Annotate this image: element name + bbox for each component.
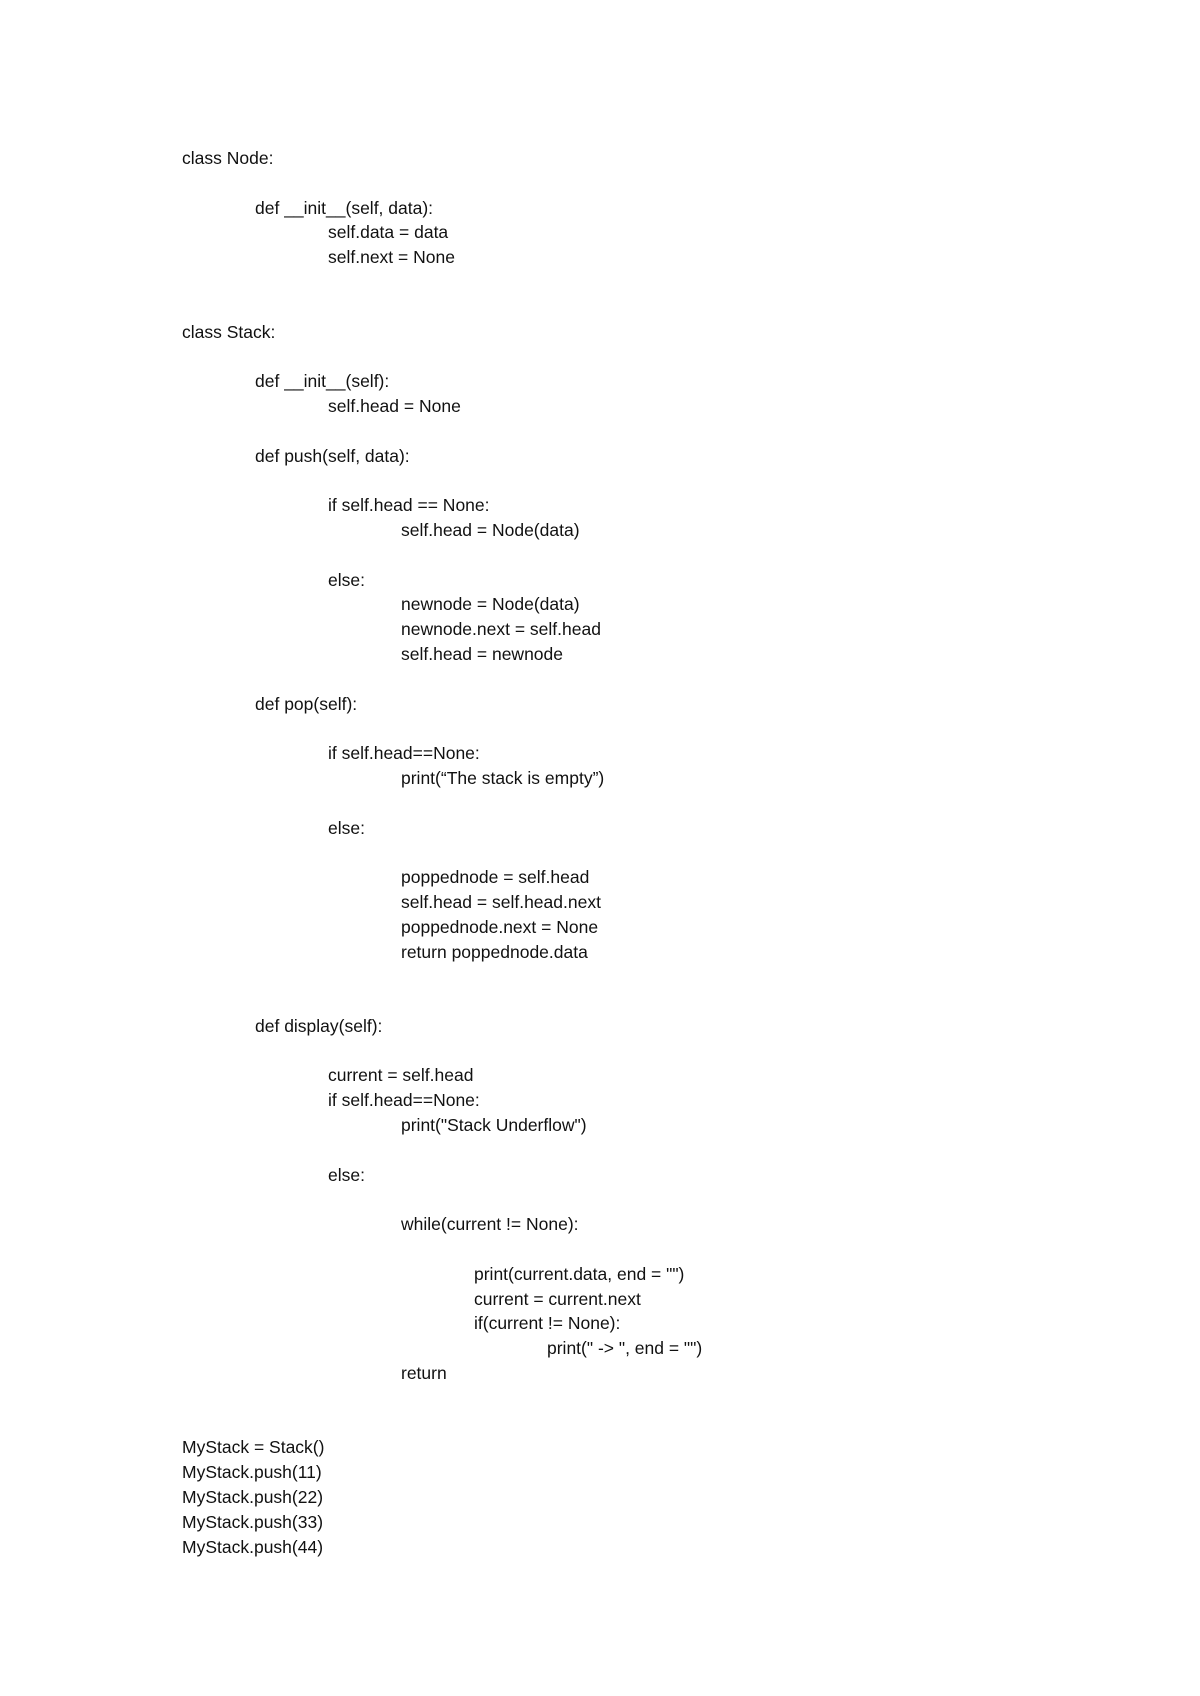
- code-line: current = current.next: [474, 1288, 641, 1309]
- code-line: while(current != None):: [401, 1214, 579, 1235]
- code-line: MyStack.push(44): [182, 1536, 324, 1557]
- blank-line: [182, 1138, 1142, 1163]
- code-line: self.head = self.head.next: [401, 891, 601, 912]
- code-line: current = self.head: [328, 1065, 474, 1086]
- blank-line: [182, 667, 1142, 692]
- code-line: return: [401, 1363, 447, 1384]
- code-line: poppednode.next = None: [401, 916, 599, 937]
- code-line: MyStack.push(22): [182, 1487, 324, 1508]
- blank-line: [182, 1237, 1142, 1262]
- code-line: print("Stack Underflow"): [401, 1115, 587, 1136]
- code-line: self.next = None: [328, 247, 455, 268]
- code-line: def pop(self):: [255, 693, 358, 714]
- blank-line: [182, 344, 1142, 369]
- code-line: if(current != None):: [474, 1313, 621, 1334]
- code-line: def __init__(self):: [255, 371, 390, 392]
- code-line: self.data = data: [328, 222, 449, 243]
- code-line: poppednode = self.head: [401, 867, 590, 888]
- code-line: self.head = Node(data): [401, 519, 580, 540]
- blank-line: [182, 419, 1142, 444]
- blank-line: [182, 468, 1142, 493]
- code-line: MyStack = Stack(): [182, 1437, 325, 1458]
- code-line: class Node:: [182, 148, 274, 168]
- code-line: print(" -> ", end = ""): [547, 1338, 703, 1359]
- blank-line: [182, 791, 1142, 816]
- blank-line: [182, 171, 1142, 196]
- blank-line: [182, 964, 1142, 989]
- blank-line: [182, 295, 1142, 320]
- blank-line: [182, 1386, 1142, 1411]
- code-line: print(“The stack is empty”): [401, 767, 605, 788]
- blank-line: [182, 716, 1142, 741]
- code-listing: [182, 146, 1142, 1559]
- code-line: def __init__(self, data):: [255, 197, 434, 218]
- code-line: return poppednode.data: [401, 941, 588, 962]
- blank-line: [182, 840, 1142, 865]
- code-line: else:: [328, 1164, 365, 1185]
- code-line: if self.head==None:: [328, 1090, 480, 1111]
- code-line: newnode.next = self.head: [401, 619, 601, 640]
- blank-line: [182, 1411, 1142, 1436]
- blank-line: [182, 543, 1142, 568]
- blank-line: [182, 1187, 1142, 1212]
- code-line: newnode = Node(data): [401, 594, 580, 615]
- blank-line: [182, 1039, 1142, 1064]
- code-line: if self.head == None:: [328, 495, 490, 516]
- code-line: print(current.data, end = ""): [474, 1263, 685, 1284]
- code-line: self.head = newnode: [401, 643, 564, 664]
- code-line: else:: [328, 569, 365, 590]
- code-line: MyStack.push(33): [182, 1511, 324, 1532]
- code-line: if self.head==None:: [328, 743, 480, 764]
- code-line: class Stack:: [182, 321, 276, 342]
- code-line: self.head = None: [328, 395, 461, 416]
- code-line: def push(self, data):: [255, 445, 410, 466]
- code-line: else:: [328, 817, 365, 838]
- blank-line: [182, 270, 1142, 295]
- code-line: def display(self):: [255, 1015, 383, 1036]
- blank-line: [182, 989, 1142, 1014]
- code-line: MyStack.push(11): [182, 1462, 322, 1483]
